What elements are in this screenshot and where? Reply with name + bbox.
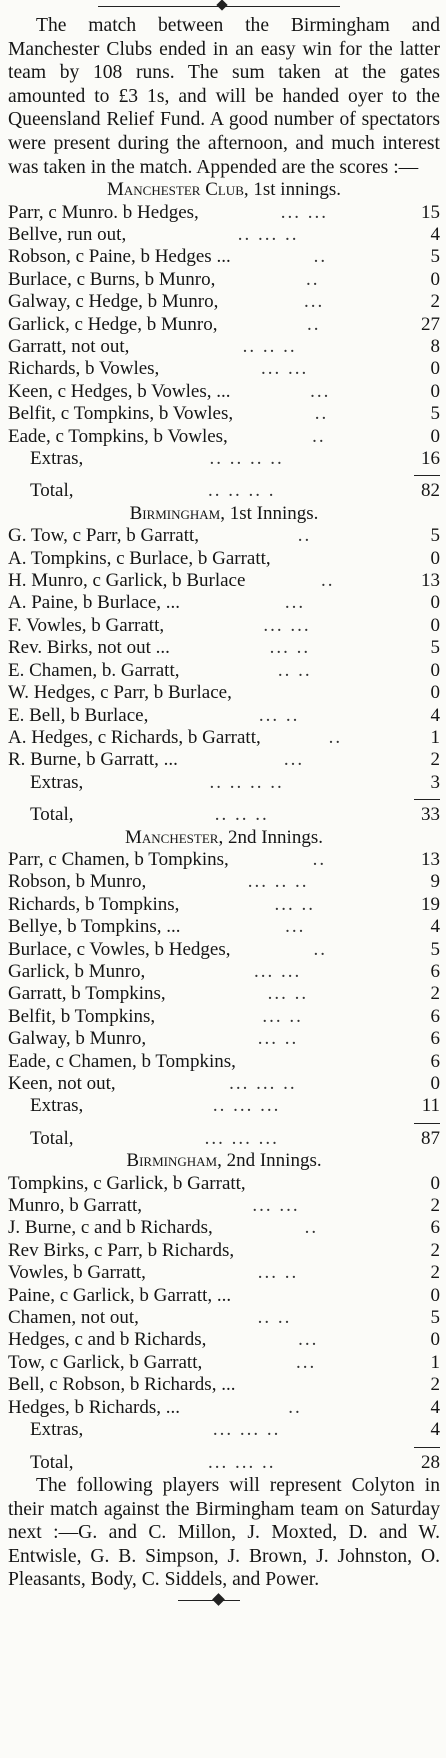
batter-row-name: Bellve, run out, [8,223,127,245]
batter-row-dots: .. [305,268,320,290]
batter-row-dots: ... [310,380,331,402]
batter-row-dots: ... .. [267,983,309,1005]
batter-row-runs: 4 [430,1396,440,1418]
batter-row-dots: .. [320,570,335,592]
top-ornamental-rule [8,0,440,14]
total-row-name: Total, [30,1127,74,1149]
batter-row-runs: 19 [421,893,440,915]
batter-row [8,426,440,448]
batter-row [8,1028,440,1050]
extras-row [8,448,440,470]
total-rule [8,1442,440,1452]
batter-row-dots: ... ... [280,201,329,223]
batter-row-dots: .. [328,726,343,748]
batter-row-dots: .. .. [277,659,312,681]
batter-row-dots: ... .. [257,1262,299,1284]
batter-row-name: Eade, c Chamen, b Tompkins, [8,1050,236,1072]
total-row-dots: .. .. .. [214,804,269,826]
extras-row-runs: 11 [421,1095,440,1117]
batter-row-runs: 0 [430,1172,440,1194]
extras-row-runs: 16 [421,448,440,470]
total-row [8,1452,440,1474]
batter-row-name: Paine, c Garlick, b Garratt, ... [8,1284,232,1306]
extras-row-runs: 4 [430,1419,440,1441]
batter-row-runs: 5 [430,637,440,659]
batter-row-runs: 9 [430,871,440,893]
extras-row-dots: .. ... ... [212,1095,281,1117]
batter-row-name: Robson, c Paine, b Hedges ... [8,246,231,268]
batter-row-dots: ... [283,749,305,771]
batter-row [8,1329,440,1351]
batter-row [8,1352,440,1374]
batter-row-dots: ... [295,1351,317,1373]
batter-row-name: Chamen, not out, [8,1307,139,1329]
total-row-name: Total, [30,804,74,826]
batter-row [8,849,440,871]
extras-row [8,1419,440,1441]
batter-row [8,403,440,425]
batter-row-dots: .. [306,313,321,335]
batter-row-dots: ... ... [252,1195,300,1217]
batter-row-dots: .. [313,246,328,268]
batter-row-name: J. Burne, c and b Richards, [8,1217,213,1239]
batter-row-name: Rev Birks, c Parr, b Richards, [8,1239,235,1261]
batter-row-name: Bell, c Robson, b Richards, ... [8,1374,236,1396]
batter-row-name: Garratt, b Tompkins, [8,983,166,1005]
batter-row [8,1073,440,1095]
batter-row-runs: 2 [430,1239,440,1261]
batter-row-dots: ... [285,916,306,938]
batter-row-dots: ... ... .. [229,1073,297,1094]
batter-row-name: Keen, not out, [8,1073,116,1094]
total-row-name: Total, [30,1451,74,1473]
batter-row-dots: .. [288,1396,302,1418]
batter-row-runs: 5 [430,525,440,547]
batter-row [8,1217,440,1239]
total-row-dots: ... ... .. [208,1451,276,1473]
batter-row-runs: 0 [430,425,440,447]
batter-row-runs: 0 [430,358,440,380]
total-rule [8,1118,440,1128]
batter-row-name: Galway, c Hedge, b Munro, [8,291,219,313]
batter-row-dots: ... .. [262,1005,303,1027]
batter-row-runs: 13 [421,848,440,870]
batter-row [8,381,440,403]
batter-row-name: Richards, b Tompkins, [8,893,180,915]
batter-row [8,548,440,570]
batter-row-name: Eade, c Tompkins, b Vowles, [8,425,228,447]
batter-row [8,1006,440,1028]
batter-row [8,358,440,380]
batter-row-runs: 4 [430,916,440,938]
batter-row-name: Belfit, c Tompkins, b Vowles, [8,403,234,425]
batter-row-name: Burlace, c Vowles, b Hedges, [8,938,231,960]
batter-row-dots: ... ... [261,358,309,380]
batter-row [8,1051,440,1073]
batter-row-runs: 0 [430,380,440,402]
batter-row-runs: 1 [430,726,440,748]
batter-row-dots: ... [298,1329,319,1351]
batter-row-runs: 5 [430,938,440,960]
extras-row-name: Extras, [30,771,84,793]
batter-row [8,314,440,336]
batter-row [8,224,440,246]
batter-row-name: G. Tow, c Parr, b Garratt, [8,525,200,547]
batter-row-name: Garlick, c Hedge, b Munro, [8,313,218,335]
batter-row-name: E. Chamen, b. Garratt, [8,659,180,681]
innings-team: Manchester, [125,826,224,848]
batter-row [8,660,440,682]
total-row-runs: 87 [421,1127,440,1149]
batter-row-runs: 5 [430,1307,440,1329]
batter-row-runs: 2 [430,983,440,1005]
total-row [8,480,440,502]
innings-heading [8,827,440,849]
innings-label: 2nd Innings. [221,1150,322,1172]
batter-row-dots: .. [312,848,327,870]
batter-row-runs: 0 [430,547,440,569]
extras-row-name: Extras, [30,1419,84,1441]
batter-row-name: Belfit, b Tompkins, [8,1005,156,1027]
outro-paragraph: The following players will represent Colyton in their match against the Birmingham team on Saturday next :—G. and C. Millon, J. Moxted, D. and W. Entwisle, G. B. Simpson, J. Brown, J. Johnston, O. Pleasants, Body, C. Siddels, and Power. [8,1474,440,1591]
batter-row-name: Hedges, c and b Richards, [8,1329,207,1351]
extras-row [8,772,440,794]
batter-row-name: Garlick, b Munro, [8,960,146,982]
scorecards [8,179,440,1474]
batter-row-runs: 0 [430,614,440,636]
total-rule [8,794,440,804]
total-row-runs: 82 [421,480,440,502]
batter-row [8,637,440,659]
batter-row [8,916,440,938]
batter-row-runs: 4 [430,223,440,245]
batter-row-runs: 6 [430,1028,440,1050]
batter-row-name: Rev. Birks, not out ... [8,637,170,659]
batter-row-runs: 2 [430,1374,440,1396]
batter-row-runs: 0 [430,659,440,681]
batter-row-dots: .. .. .. [242,336,297,357]
batter-row-name: Bellye, b Tompkins, ... [8,916,181,938]
batter-row-name: R. Burne, b Garratt, ... [8,749,178,771]
batter-row-dots: ... [304,291,325,313]
batter-row-runs: 6 [430,1217,440,1239]
batter-row [8,570,440,592]
batter-row-name: Richards, b Vowles, [8,358,160,380]
total-rule [8,470,440,480]
batter-row-name: F. Vowles, b Garratt, [8,614,165,636]
batter-row-runs: 4 [430,704,440,726]
batter-row-dots: .. [314,403,329,425]
batter-row [8,894,440,916]
batter-row-runs: 0 [430,592,440,614]
batter-row-runs: 15 [421,201,440,223]
batter-row-name: Munro, b Garratt, [8,1195,143,1217]
batter-row [8,983,440,1005]
batter-row-name: A. Paine, b Burlace, ... [8,592,181,614]
batter-row-runs: 2 [430,749,440,771]
batter-row-dots: ... .. [274,893,315,915]
batter-row-dots: ... .. .. [247,871,309,893]
innings-label: 1st innings. [248,179,341,201]
intro-paragraph: The match between the Birmingham and Manchester Clubs ended in an easy win for the latter team by 108 runs. The sum taken at the gates amounted to £3 1s, and will be handed oyer to the Queensland Relief Fund. A good number of spectators were present during the afternoon, and much interest was taken in the match. Appended are the scores :— [8,15,440,178]
batter-row-dots: ... ... [263,614,311,636]
innings-label: 2nd Innings. [223,826,323,848]
batter-row-dots: .. [297,525,312,547]
batter-row-dots: .. [312,425,326,447]
batter-row-runs: 0 [430,1284,440,1306]
batter-row [8,1240,440,1262]
batter-row-runs: 8 [430,336,440,357]
batter-row-dots: .. [313,938,327,960]
batter-row-dots: ... ... [253,960,302,982]
bottom-ornamental-rule [8,1592,440,1608]
extras-row [8,1095,440,1117]
batter-row-runs: 0 [430,1329,440,1351]
total-row-runs: 28 [421,1451,440,1473]
batter-row [8,615,440,637]
batter-row-runs: 27 [421,313,440,335]
batter-row [8,525,440,547]
batter-row-dots: .. ... .. [237,223,299,245]
innings-heading [8,503,440,525]
total-row [8,804,440,826]
total-row-runs: 33 [421,804,440,826]
batter-row-name: Vowles, b Garratt, [8,1262,146,1284]
batter-row-runs: 5 [430,246,440,268]
extras-row-name: Extras, [30,1095,84,1117]
batter-row [8,1397,440,1419]
extras-row-runs: 3 [430,771,440,793]
extras-row-dots: .. .. .. .. [209,771,284,793]
innings-team: Birmingham, [126,1150,222,1172]
batter-row [8,202,440,224]
batter-row-name: W. Hedges, c Parr, b Burlace, [8,682,232,704]
batter-row [8,1173,440,1195]
batter-row [8,269,440,291]
batter-row-dots: ... .. [258,704,300,726]
batter-row-name: A. Tompkins, c Burlace, b Garratt, [8,547,271,569]
batter-row-name: Parr, c Chamen, b Tompkins, [8,848,229,870]
batter-row-name: Tow, c Garlick, b Garratt, [8,1351,203,1373]
batter-row [8,1307,440,1329]
batter-row [8,1374,440,1396]
batter-row [8,1285,440,1307]
batter-row-runs: 6 [430,1050,440,1072]
innings-team: Manchester Club, [106,179,249,201]
batter-row-name: E. Bell, b Burlace, [8,704,149,726]
batter-row-name: A. Hedges, c Richards, b Garratt, [8,726,261,748]
batter-row-runs: 13 [421,570,440,592]
batter-row-dots: ... .. [257,1028,299,1050]
batter-row-runs: 1 [430,1351,440,1373]
innings-heading [8,179,440,201]
total-row-name: Total, [30,480,74,502]
batter-row [8,1195,440,1217]
batter-row [8,961,440,983]
innings-label: 1st Innings. [225,502,319,524]
total-row-dots: ... ... ... [204,1127,279,1149]
batter-row-dots: ... .. [269,637,311,659]
batter-row-runs: 0 [430,682,440,704]
batter-row-runs: 6 [430,1005,440,1027]
batter-row [8,592,440,614]
batter-row-name: Parr, c Munro. b Hedges, [8,201,199,223]
batter-row [8,871,440,893]
batter-row [8,749,440,771]
batter-row-runs: 6 [430,960,440,982]
innings-team: Birmingham, [129,502,225,524]
batter-row-runs: 5 [430,403,440,425]
innings-heading [8,1150,440,1172]
batter-row-runs: 0 [430,1073,440,1094]
batter-row-name: Keen, c Hedges, b Vowles, ... [8,380,231,402]
extras-row-dots: .. .. .. .. [209,448,284,470]
extras-row-dots: ... ... .. [212,1419,281,1441]
total-row [8,1128,440,1150]
batter-row [8,705,440,727]
batter-row [8,336,440,358]
batter-row-runs: 2 [430,291,440,313]
batter-row [8,246,440,268]
batter-row-name: Tompkins, c Garlick, b Garratt, [8,1172,246,1194]
batter-row [8,682,440,704]
extras-row-name: Extras, [30,448,84,470]
batter-row [8,291,440,313]
batter-row-dots: .. .. [257,1307,292,1329]
batter-row-dots: .. [304,1217,319,1239]
batter-row [8,1262,440,1284]
batter-row-name: Garratt, not out, [8,336,130,357]
batter-row [8,727,440,749]
batter-row-name: Galway, b Munro, [8,1028,147,1050]
batter-row-runs: 2 [430,1195,440,1217]
batter-row-name: H. Munro, c Garlick, b Burlace [8,570,246,592]
batter-row-runs: 0 [430,268,440,290]
batter-row-name: Burlace, c Burns, b Munro, [8,268,216,290]
batter-row-name: Robson, b Munro, [8,871,147,893]
batter-row-dots: ... [284,592,306,614]
newspaper-column [8,0,440,1608]
batter-row-name: Hedges, b Richards, ... [8,1396,181,1418]
batter-row-runs: 2 [430,1262,440,1284]
total-row-dots: .. .. .. . [208,480,276,502]
batter-row [8,939,440,961]
